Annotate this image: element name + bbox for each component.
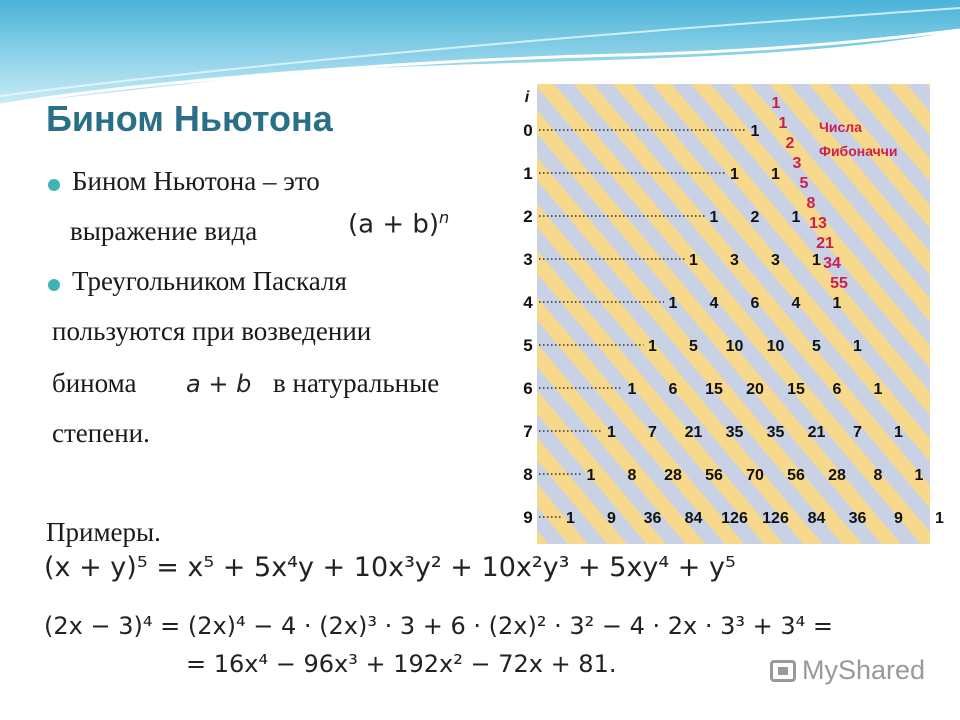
triangle-value: 6 — [832, 381, 842, 398]
triangle-value: 1 — [586, 467, 596, 484]
triangle-value: 10 — [725, 338, 744, 355]
triangle-value: 20 — [746, 381, 764, 398]
triangle-value: 84 — [684, 510, 703, 527]
watermark-icon — [770, 660, 796, 682]
triangle-value: 21 — [807, 424, 826, 441]
triangle-value: 36 — [643, 510, 662, 527]
watermark-logo — [770, 655, 925, 686]
watermark-text: MyShared — [802, 655, 926, 685]
bullet-2-line-4: степени. — [52, 418, 150, 448]
triangle-value: 1 — [607, 424, 616, 441]
triangle-value: 5 — [812, 338, 821, 355]
pascal-triangle-figure — [515, 84, 944, 544]
fibonacci-number: 34 — [823, 255, 841, 272]
triangle-value: 36 — [848, 510, 867, 527]
triangle-value: 28 — [828, 467, 846, 484]
triangle-value: 15 — [787, 381, 805, 398]
triangle-value: 70 — [746, 467, 764, 484]
triangle-value: 1 — [914, 467, 924, 484]
triangle-value: 1 — [894, 424, 903, 441]
binomial-sum: a + b — [186, 370, 252, 398]
row-index-header: i — [524, 89, 530, 106]
triangle-value: 1 — [709, 209, 719, 226]
bullet-1-line-1: Бином Ньютона – это — [72, 166, 320, 196]
triangle-value: 1 — [873, 381, 883, 398]
fibonacci-number: 8 — [806, 195, 816, 212]
triangle-value: 9 — [894, 510, 903, 527]
fibonacci-label: Фибоначчи — [819, 143, 898, 159]
triangle-value: 84 — [807, 510, 826, 527]
row-index-label: 8 — [523, 465, 533, 484]
examples-label: Примеры. — [46, 517, 161, 547]
triangle-value: 1 — [832, 295, 842, 312]
triangle-value: 1 — [566, 510, 575, 527]
triangle-value: 1 — [791, 209, 801, 226]
row-index-label: 9 — [523, 508, 533, 527]
triangle-value: 126 — [762, 510, 789, 527]
triangle-value: 15 — [705, 381, 723, 398]
example-1-formula: (x + y)⁵ = x⁵ + 5x⁴y + 10x³y² + 10x²y³ + 5xy⁴ + y⁵ — [44, 552, 736, 583]
row-index-label: 5 — [523, 336, 533, 355]
fibonacci-number: 55 — [830, 275, 848, 292]
triangle-value: 28 — [664, 467, 682, 484]
fibonacci-number: 2 — [785, 135, 795, 152]
triangle-value: 5 — [689, 338, 698, 355]
fibonacci-number: 3 — [792, 155, 802, 172]
fibonacci-number: 21 — [816, 235, 834, 252]
row-index-label: 2 — [523, 207, 533, 226]
fibonacci-label: Числа — [819, 119, 862, 135]
binomial-formula — [348, 208, 449, 240]
triangle-value: 1 — [689, 252, 698, 269]
triangle-value: 21 — [684, 424, 703, 441]
bullet-2-line-1: Треугольником Паскаля — [72, 266, 347, 296]
row-index-label: 4 — [523, 293, 533, 312]
example-2-formula-line-2: = 16x⁴ − 96x³ + 192x² − 72x + 81. — [186, 650, 617, 678]
triangle-value: 1 — [648, 338, 657, 355]
triangle-value: 35 — [725, 424, 744, 441]
bullet-2-line-3-post: в натуральные — [273, 368, 440, 398]
triangle-value: 1 — [668, 295, 678, 312]
fibonacci-number: 13 — [809, 215, 827, 232]
triangle-value: 56 — [787, 467, 805, 484]
triangle-value: 35 — [766, 424, 785, 441]
bullet-1-line-2: выражение вида — [70, 216, 258, 246]
triangle-value: 3 — [771, 252, 780, 269]
slide-title: Бином Ньютона — [46, 98, 333, 139]
bullet-2-line-2: пользуются при возведении — [52, 316, 372, 346]
triangle-value: 4 — [791, 295, 801, 312]
triangle-value: 4 — [709, 295, 719, 312]
bullet-2-line-3-pre: бинома — [52, 368, 137, 398]
triangle-value: 10 — [766, 338, 785, 355]
triangle-value: 7 — [648, 424, 657, 441]
fibonacci-number: 1 — [778, 115, 788, 132]
triangle-value: 126 — [721, 510, 748, 527]
binomial-formula-exponent: n — [439, 208, 450, 227]
triangle-value: 1 — [730, 166, 739, 183]
triangle-value: 6 — [750, 295, 760, 312]
row-index-label: 0 — [523, 121, 533, 140]
triangle-value: 1 — [771, 166, 780, 183]
triangle-value: 1 — [812, 252, 821, 269]
triangle-value: 8 — [873, 467, 883, 484]
triangle-value: 1 — [750, 123, 760, 140]
fibonacci-number: 5 — [799, 175, 809, 192]
fibonacci-number: 1 — [771, 95, 781, 112]
triangle-value: 56 — [705, 467, 723, 484]
triangle-value: 1 — [853, 338, 862, 355]
triangle-value: 2 — [750, 209, 760, 226]
triangle-value: 8 — [627, 467, 637, 484]
triangle-value: 6 — [668, 381, 678, 398]
row-index-label: 7 — [523, 422, 533, 441]
bullet-dot — [48, 179, 60, 191]
triangle-value: 3 — [730, 252, 739, 269]
row-index-label: 3 — [523, 250, 533, 269]
triangle-value: 7 — [853, 424, 862, 441]
triangle-value: 9 — [607, 510, 616, 527]
row-index-label: 6 — [523, 379, 533, 398]
binomial-formula-base: (a + b) — [348, 209, 440, 240]
bullet-dot — [48, 279, 60, 291]
row-index-label: 1 — [523, 164, 533, 183]
triangle-value: 1 — [627, 381, 637, 398]
example-2-formula-line-1: (2x − 3)⁴ = (2x)⁴ − 4 · (2x)³ · 3 + 6 · (2x)² · 3² − 4 · 2x · 3³ + 3⁴ = — [44, 612, 834, 640]
triangle-value: 1 — [935, 510, 944, 527]
